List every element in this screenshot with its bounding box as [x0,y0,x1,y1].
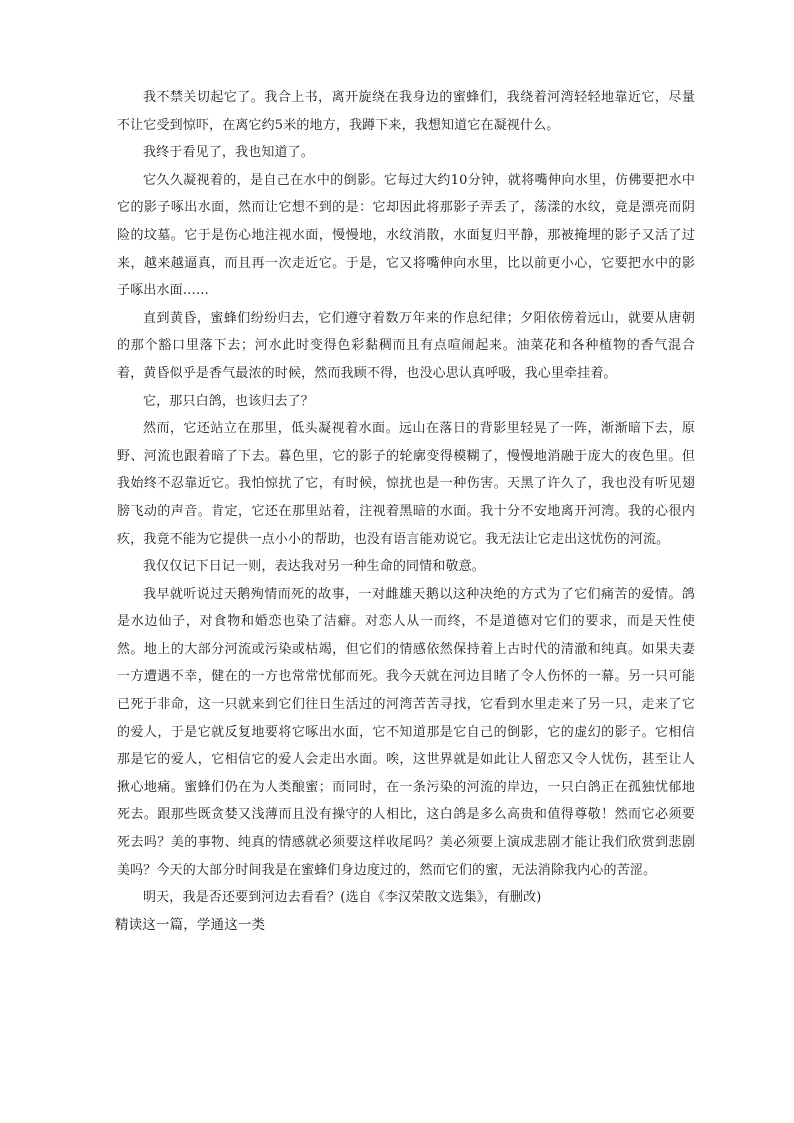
paragraph-9: 明天，我是否还要到河边去看看？(选自《李汉荣散文选集》，有删改) [143,890,542,906]
paragraph-1: 我不禁关切起它了。我合上书，离开旋绕在我身边的蜜蜂们，我绕着河湾轻轻地靠近它，尽量不让它受到惊吓，在离它约5米的地方，我蹲下来，我想知道它在凝视什么。 [117,90,695,133]
paragraph-6: 然而，它还站立在那里，低头凝视着水面。远山在落日的背影里轻晃了一阵，渐渐暗下去，原野、河流也跟着暗了下去。暮色里，它的影子的轮廓变得模糊了，慢慢地消融于庞大的夜色里。但我始终不忍靠近它。我怕惊扰了它，有时候，惊扰也是一种伤害。天黑了许久了，我也没有听见翅膀飞动的声音。肯定，它还在那里站着，注视着黑暗的水面。我十分不安地离开河湾。我的心很内疚，我竟不能为它提供一点小小的帮助，也没有语言能劝说它。我无法让它走出这忧伤的河流。 [117,421,695,547]
paragraph-3: 它久久凝视着的，是自己在水中的倒影。它每过大约10分钟，就将嘴伸向水里，仿佛要把水中它的影子啄出水面，然而让它想不到的是：它却因此将那影子弄丢了，荡漾的水纹，竟是漂亮而阴险的坟墓。它于是伤心地注视水面，慢慢地，水纹消散，水面复归平静，那被掩埋的影子又活了过来，越来越逼真，而且再一次走近它。于是，它又将嘴伸向水里，比以前更小心，它要把水中的影子啄出水面…… [117,172,695,299]
paragraph-8: 我早就听说过天鹅殉情而死的故事，一对雌雄天鹅以这种决绝的方式为了它们痛苦的爱情。鸽是水边仙子，对食物和婚恋也染了洁癖。对恋人从一而终，不是道德对它们的要求，而是天性使然。地上的大部分河流或污染或枯竭，但它们的情感依然保持着上古时代的清澈和纯真。如果夫妻一方遭遇不幸，健在的一方也常常忧郁而死。我今天就在河边目睹了令人伤怀的一幕。另一只可能已死于非命，这一只就来到它们往日生活过的河湾苦苦寻找，它看到水里走来了另一只，走来了它的爱人，于是它就反复地要将它啄出水面，它不知道那是它自己的倒影，它的虚幻的影子。它相信那是它的爱人，它相信它的爱人会走出水面。唉，这世界就是如此让人留恋又令人忧伤，甚至让人揪心地痛。蜜蜂们仍在为人类酿蜜；而同时，在一条污染的河流的岸边，一只白鸽正在孤独忧郁地死去。跟那些既贪婪又浅薄而且没有操守的人相比，这白鸽是多么高贵和值得尊敬！然而它必须要死去吗？美的事物、纯真的情感就必须要这样收尾吗？美必须要上演成悲剧才能让我们欣赏到悲剧美吗？今天的大部分时间我是在蜜蜂们身边度过的，然而它们的蜜，无法消除我内心的苦涩。 [117,586,695,878]
paragraph-2: 我终于看见了，我也知道了。 [143,145,314,161]
paragraph-5: 它，那只白鸽，也该归去了？ [143,393,314,409]
section-heading: 精读这一篇，学通这一类 [115,916,266,933]
paragraph-7: 我仅仅记下日记一则，表达我对另一种生命的同情和敬意。 [143,559,485,575]
paragraph-4: 直到黄昏，蜜蜂们纷纷归去，它们遵守着数万年来的作息纪律；夕阳依傍着远山，就要从唐朝的那个豁口里落下去；河水此时变得色彩黏稠而且有点喧闹起来。油菜花和各种植物的香气混合着，黄昏似乎是香气最浓的时候，然而我顾不得，也没心思认真呼吸，我心里牵挂着。 [117,310,695,381]
article-body [117,84,695,939]
